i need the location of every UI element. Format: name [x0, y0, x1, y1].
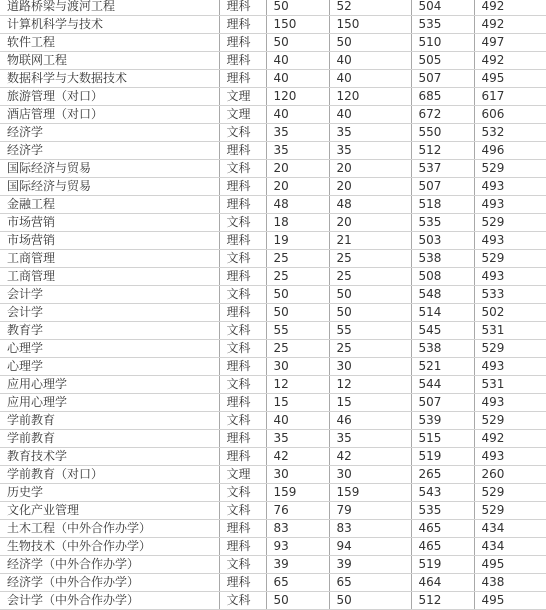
- plan-count-cell: 35: [266, 430, 329, 448]
- min-score-cell: 493: [474, 232, 546, 250]
- max-score-cell: 512: [411, 142, 474, 160]
- admitted-count-cell: 25: [329, 250, 411, 268]
- admitted-count-cell: 35: [329, 124, 411, 142]
- min-score-cell: 495: [474, 556, 546, 574]
- plan-count-cell: 120: [266, 88, 329, 106]
- min-score-cell: 493: [474, 268, 546, 286]
- table-row: [0, 574, 546, 592]
- admitted-count-cell: 20: [329, 214, 411, 232]
- subject-category-cell: 文科: [219, 556, 266, 574]
- table-row: [0, 520, 546, 538]
- plan-count-cell: 30: [266, 466, 329, 484]
- plan-count-cell: 18: [266, 214, 329, 232]
- admitted-count-cell: 159: [329, 484, 411, 502]
- plan-count-cell: 25: [266, 340, 329, 358]
- admitted-count-cell: 55: [329, 322, 411, 340]
- max-score-cell: 465: [411, 538, 474, 556]
- table-row: [0, 358, 546, 376]
- table-row: [0, 214, 546, 232]
- max-score-cell: 508: [411, 268, 474, 286]
- major-name-cell: 经济学: [0, 142, 219, 160]
- table-row: [0, 34, 546, 52]
- max-score-cell: 505: [411, 52, 474, 70]
- major-name-cell: 会计学: [0, 304, 219, 322]
- admitted-count-cell: 35: [329, 430, 411, 448]
- table-row: [0, 502, 546, 520]
- major-name-cell: 应用心理学: [0, 394, 219, 412]
- min-score-cell: 493: [474, 358, 546, 376]
- max-score-cell: 535: [411, 16, 474, 34]
- max-score-cell: 512: [411, 592, 474, 610]
- table-row: [0, 448, 546, 466]
- major-name-cell: 会计学（中外合作办学）: [0, 592, 219, 610]
- major-name-cell: 学前教育: [0, 412, 219, 430]
- plan-count-cell: 40: [266, 70, 329, 88]
- admitted-count-cell: 21: [329, 232, 411, 250]
- table-row: [0, 340, 546, 358]
- admitted-count-cell: 50: [329, 286, 411, 304]
- subject-category-cell: 文科: [219, 412, 266, 430]
- admitted-count-cell: 48: [329, 196, 411, 214]
- min-score-cell: 617: [474, 88, 546, 106]
- plan-count-cell: 50: [266, 286, 329, 304]
- table-row: [0, 70, 546, 88]
- table-row: [0, 250, 546, 268]
- plan-count-cell: 50: [266, 304, 329, 322]
- min-score-cell: 529: [474, 250, 546, 268]
- max-score-cell: 537: [411, 160, 474, 178]
- max-score-cell: 465: [411, 520, 474, 538]
- admitted-count-cell: 150: [329, 16, 411, 34]
- min-score-cell: 496: [474, 142, 546, 160]
- major-name-cell: 软件工程: [0, 34, 219, 52]
- table-row: [0, 322, 546, 340]
- table-row: [0, 232, 546, 250]
- max-score-cell: 265: [411, 466, 474, 484]
- plan-count-cell: 35: [266, 124, 329, 142]
- subject-category-cell: 文科: [219, 502, 266, 520]
- plan-count-cell: 19: [266, 232, 329, 250]
- major-name-cell: 经济学（中外合作办学）: [0, 574, 219, 592]
- subject-category-cell: 文科: [219, 250, 266, 268]
- min-score-cell: 434: [474, 538, 546, 556]
- subject-category-cell: 文理: [219, 466, 266, 484]
- subject-category-cell: 理科: [219, 268, 266, 286]
- max-score-cell: 503: [411, 232, 474, 250]
- table-row: [0, 394, 546, 412]
- subject-category-cell: 理科: [219, 70, 266, 88]
- max-score-cell: 548: [411, 286, 474, 304]
- min-score-cell: 493: [474, 448, 546, 466]
- admitted-count-cell: 65: [329, 574, 411, 592]
- table-row: [0, 16, 546, 34]
- table-row: [0, 484, 546, 502]
- table-row: [0, 124, 546, 142]
- major-name-cell: 经济学（中外合作办学）: [0, 556, 219, 574]
- max-score-cell: 510: [411, 34, 474, 52]
- table-row: [0, 430, 546, 448]
- admitted-count-cell: 50: [329, 592, 411, 610]
- min-score-cell: 492: [474, 0, 546, 16]
- max-score-cell: 545: [411, 322, 474, 340]
- max-score-cell: 504: [411, 0, 474, 16]
- table-row: [0, 142, 546, 160]
- admitted-count-cell: 52: [329, 0, 411, 16]
- max-score-cell: 543: [411, 484, 474, 502]
- table-row: [0, 0, 546, 16]
- admitted-count-cell: 35: [329, 142, 411, 160]
- min-score-cell: 495: [474, 592, 546, 610]
- admitted-count-cell: 40: [329, 52, 411, 70]
- subject-category-cell: 文科: [219, 340, 266, 358]
- admitted-count-cell: 15: [329, 394, 411, 412]
- table-row: [0, 106, 546, 124]
- max-score-cell: 519: [411, 556, 474, 574]
- major-name-cell: 酒店管理（对口）: [0, 106, 219, 124]
- subject-category-cell: 文理: [219, 106, 266, 124]
- min-score-cell: 493: [474, 196, 546, 214]
- admitted-count-cell: 46: [329, 412, 411, 430]
- major-name-cell: 道路桥梁与渡河工程: [0, 0, 219, 16]
- subject-category-cell: 理科: [219, 196, 266, 214]
- plan-count-cell: 25: [266, 268, 329, 286]
- subject-category-cell: 理科: [219, 304, 266, 322]
- subject-category-cell: 理科: [219, 394, 266, 412]
- min-score-cell: 531: [474, 376, 546, 394]
- subject-category-cell: 文科: [219, 214, 266, 232]
- admitted-count-cell: 40: [329, 70, 411, 88]
- min-score-cell: 260: [474, 466, 546, 484]
- subject-category-cell: 文理: [219, 88, 266, 106]
- major-name-cell: 土木工程（中外合作办学）: [0, 520, 219, 538]
- min-score-cell: 434: [474, 520, 546, 538]
- subject-category-cell: 文科: [219, 286, 266, 304]
- major-name-cell: 工商管理: [0, 250, 219, 268]
- table-row: [0, 376, 546, 394]
- min-score-cell: 531: [474, 322, 546, 340]
- max-score-cell: 519: [411, 448, 474, 466]
- table-row: [0, 538, 546, 556]
- admitted-count-cell: 94: [329, 538, 411, 556]
- min-score-cell: 533: [474, 286, 546, 304]
- table-row: [0, 466, 546, 484]
- plan-count-cell: 76: [266, 502, 329, 520]
- major-name-cell: 生物技术（中外合作办学）: [0, 538, 219, 556]
- admitted-count-cell: 79: [329, 502, 411, 520]
- min-score-cell: 497: [474, 34, 546, 52]
- plan-count-cell: 55: [266, 322, 329, 340]
- min-score-cell: 532: [474, 124, 546, 142]
- table-row: [0, 88, 546, 106]
- major-name-cell: 教育学: [0, 322, 219, 340]
- min-score-cell: 529: [474, 340, 546, 358]
- plan-count-cell: 65: [266, 574, 329, 592]
- min-score-cell: 529: [474, 160, 546, 178]
- admitted-count-cell: 42: [329, 448, 411, 466]
- min-score-cell: 492: [474, 430, 546, 448]
- plan-count-cell: 15: [266, 394, 329, 412]
- table-row: [0, 556, 546, 574]
- min-score-cell: 529: [474, 484, 546, 502]
- plan-count-cell: 83: [266, 520, 329, 538]
- admitted-count-cell: 25: [329, 268, 411, 286]
- plan-count-cell: 150: [266, 16, 329, 34]
- major-name-cell: 国际经济与贸易: [0, 178, 219, 196]
- admitted-count-cell: 83: [329, 520, 411, 538]
- subject-category-cell: 理科: [219, 358, 266, 376]
- max-score-cell: 507: [411, 70, 474, 88]
- max-score-cell: 672: [411, 106, 474, 124]
- max-score-cell: 535: [411, 214, 474, 232]
- admitted-count-cell: 50: [329, 304, 411, 322]
- major-name-cell: 心理学: [0, 340, 219, 358]
- plan-count-cell: 25: [266, 250, 329, 268]
- plan-count-cell: 12: [266, 376, 329, 394]
- min-score-cell: 529: [474, 412, 546, 430]
- admitted-count-cell: 40: [329, 106, 411, 124]
- min-score-cell: 492: [474, 52, 546, 70]
- table-row: [0, 268, 546, 286]
- major-name-cell: 计算机科学与技术: [0, 16, 219, 34]
- max-score-cell: 544: [411, 376, 474, 394]
- major-name-cell: 教育技术学: [0, 448, 219, 466]
- subject-category-cell: 理科: [219, 538, 266, 556]
- max-score-cell: 514: [411, 304, 474, 322]
- plan-count-cell: 50: [266, 0, 329, 16]
- max-score-cell: 507: [411, 394, 474, 412]
- major-name-cell: 学前教育: [0, 430, 219, 448]
- admitted-count-cell: 30: [329, 466, 411, 484]
- admitted-count-cell: 12: [329, 376, 411, 394]
- subject-category-cell: 理科: [219, 178, 266, 196]
- subject-category-cell: 文科: [219, 322, 266, 340]
- subject-category-cell: 理科: [219, 520, 266, 538]
- subject-category-cell: 文科: [219, 160, 266, 178]
- admitted-count-cell: 25: [329, 340, 411, 358]
- admitted-count-cell: 30: [329, 358, 411, 376]
- major-name-cell: 学前教育（对口）: [0, 466, 219, 484]
- max-score-cell: 538: [411, 250, 474, 268]
- table-row: [0, 160, 546, 178]
- major-name-cell: 旅游管理（对口）: [0, 88, 219, 106]
- min-score-cell: 495: [474, 70, 546, 88]
- max-score-cell: 550: [411, 124, 474, 142]
- plan-count-cell: 39: [266, 556, 329, 574]
- max-score-cell: 521: [411, 358, 474, 376]
- max-score-cell: 515: [411, 430, 474, 448]
- min-score-cell: 493: [474, 178, 546, 196]
- plan-count-cell: 40: [266, 412, 329, 430]
- subject-category-cell: 文科: [219, 592, 266, 610]
- plan-count-cell: 50: [266, 592, 329, 610]
- plan-count-cell: 30: [266, 358, 329, 376]
- major-name-cell: 历史学: [0, 484, 219, 502]
- max-score-cell: 535: [411, 502, 474, 520]
- major-name-cell: 会计学: [0, 286, 219, 304]
- subject-category-cell: 理科: [219, 34, 266, 52]
- max-score-cell: 518: [411, 196, 474, 214]
- subject-category-cell: 文科: [219, 376, 266, 394]
- min-score-cell: 502: [474, 304, 546, 322]
- subject-category-cell: 文科: [219, 484, 266, 502]
- min-score-cell: 493: [474, 394, 546, 412]
- admitted-count-cell: 50: [329, 34, 411, 52]
- major-name-cell: 文化产业管理: [0, 502, 219, 520]
- major-name-cell: 国际经济与贸易: [0, 160, 219, 178]
- plan-count-cell: 159: [266, 484, 329, 502]
- plan-count-cell: 40: [266, 52, 329, 70]
- subject-category-cell: 文科: [219, 124, 266, 142]
- subject-category-cell: 理科: [219, 430, 266, 448]
- max-score-cell: 507: [411, 178, 474, 196]
- major-name-cell: 工商管理: [0, 268, 219, 286]
- max-score-cell: 464: [411, 574, 474, 592]
- table-row: [0, 304, 546, 322]
- table-row: [0, 592, 546, 610]
- major-name-cell: 数据科学与大数据技术: [0, 70, 219, 88]
- table-row: [0, 52, 546, 70]
- subject-category-cell: 理科: [219, 52, 266, 70]
- admitted-count-cell: 39: [329, 556, 411, 574]
- plan-count-cell: 50: [266, 34, 329, 52]
- plan-count-cell: 35: [266, 142, 329, 160]
- major-name-cell: 心理学: [0, 358, 219, 376]
- major-name-cell: 市场营销: [0, 214, 219, 232]
- major-name-cell: 经济学: [0, 124, 219, 142]
- major-name-cell: 市场营销: [0, 232, 219, 250]
- min-score-cell: 438: [474, 574, 546, 592]
- subject-category-cell: 理科: [219, 16, 266, 34]
- plan-count-cell: 20: [266, 160, 329, 178]
- min-score-cell: 606: [474, 106, 546, 124]
- plan-count-cell: 42: [266, 448, 329, 466]
- admitted-count-cell: 120: [329, 88, 411, 106]
- min-score-cell: 529: [474, 502, 546, 520]
- major-name-cell: 应用心理学: [0, 376, 219, 394]
- subject-category-cell: 理科: [219, 0, 266, 16]
- min-score-cell: 492: [474, 16, 546, 34]
- admitted-count-cell: 20: [329, 178, 411, 196]
- major-name-cell: 物联网工程: [0, 52, 219, 70]
- subject-category-cell: 理科: [219, 232, 266, 250]
- table-row: [0, 196, 546, 214]
- plan-count-cell: 20: [266, 178, 329, 196]
- table-row: [0, 412, 546, 430]
- max-score-cell: 539: [411, 412, 474, 430]
- subject-category-cell: 理科: [219, 142, 266, 160]
- max-score-cell: 685: [411, 88, 474, 106]
- plan-count-cell: 48: [266, 196, 329, 214]
- table-row: [0, 286, 546, 304]
- plan-count-cell: 40: [266, 106, 329, 124]
- min-score-cell: 529: [474, 214, 546, 232]
- admitted-count-cell: 20: [329, 160, 411, 178]
- subject-category-cell: 理科: [219, 574, 266, 592]
- table-row: [0, 178, 546, 196]
- plan-count-cell: 93: [266, 538, 329, 556]
- max-score-cell: 538: [411, 340, 474, 358]
- subject-category-cell: 理科: [219, 448, 266, 466]
- major-name-cell: 金融工程: [0, 196, 219, 214]
